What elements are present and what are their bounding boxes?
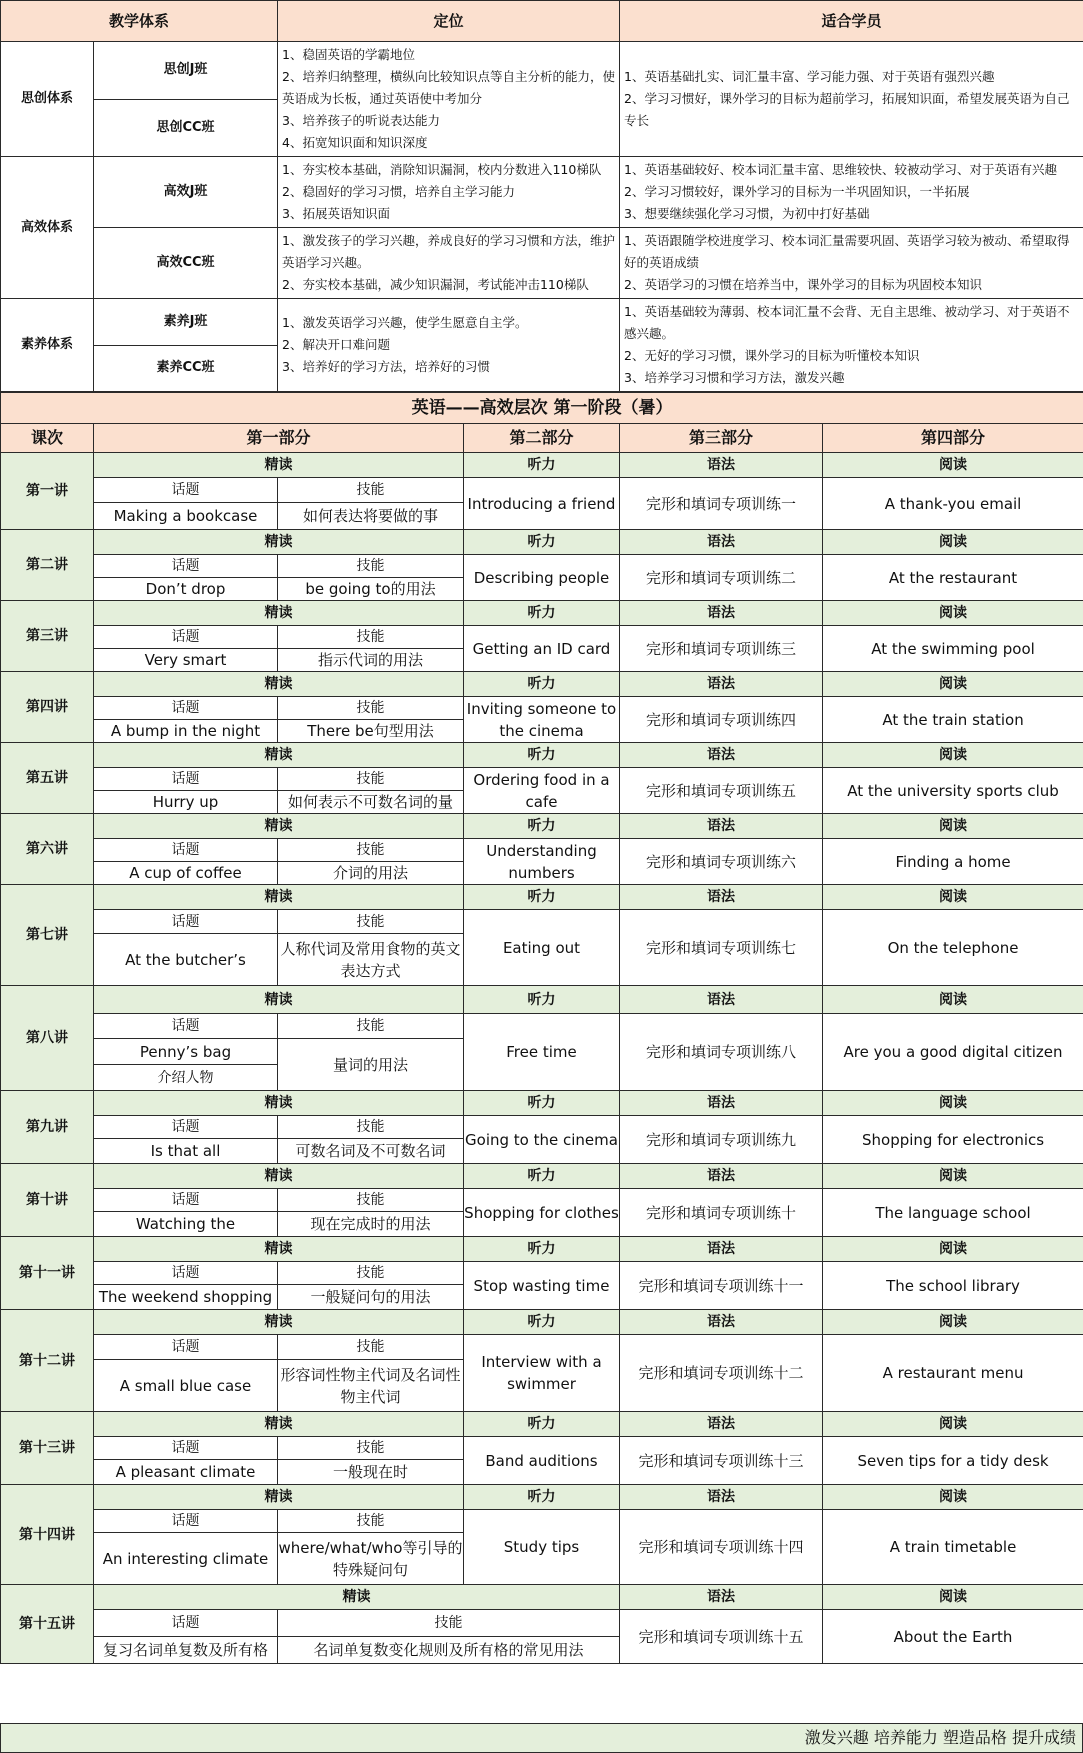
reading-topic: Finding a home	[823, 839, 1083, 885]
sub-topic-label: 话题	[94, 1437, 278, 1460]
lesson-name: 第二讲	[1, 530, 94, 601]
section-listening: 听力	[464, 1310, 620, 1335]
section-listening: 听力	[464, 1485, 620, 1510]
lesson-section-row	[1, 885, 1083, 910]
positioning-line: 1、稳固英语的学霸地位	[282, 47, 415, 62]
section-grammar: 语法	[620, 1485, 823, 1510]
positioning-line: 2、夯实校本基础，减少知识漏洞，考试能冲击110梯队	[282, 277, 589, 292]
lesson-section-row	[1, 743, 1083, 768]
reading-topic: A restaurant menu	[823, 1335, 1083, 1412]
grammar-topic: 完形和填词专项训练八	[620, 1014, 823, 1091]
reading-topic-text: At the butcher’s	[94, 934, 278, 986]
reading-skill-text: 名词单复数变化规则及所有格的常见用法	[278, 1637, 620, 1664]
sub-topic-label: 话题	[94, 839, 278, 862]
section-listening: 听力	[464, 1164, 620, 1189]
lesson-name: 第十二讲	[1, 1310, 94, 1412]
sub-topic-label: 话题	[94, 768, 278, 791]
listening-topic: Study tips	[464, 1510, 620, 1585]
section-listening: 听力	[464, 1412, 620, 1437]
listening-topic: Shopping for clothes	[464, 1189, 620, 1237]
lesson-section-row	[1, 814, 1083, 839]
grammar-topic: 完形和填词专项训练十四	[620, 1510, 823, 1585]
system-name: 素养体系	[1, 299, 94, 392]
positioning-line: 3、培养孩子的听说表达能力	[282, 113, 440, 128]
lesson-sublabel-row	[1, 910, 1083, 934]
reading-topic-text: The weekend shopping	[94, 1285, 278, 1310]
lesson-section-row	[1, 1485, 1083, 1510]
section-reading2: 阅读	[823, 1585, 1083, 1610]
positioning-line: 1、夯实校本基础，消除知识漏洞，校内分数进入110梯队	[282, 162, 602, 177]
reading-skill-text: be going to的用法	[278, 578, 464, 601]
listening-topic: Introducing a friend	[464, 478, 620, 530]
section-grammar: 语法	[620, 1164, 823, 1189]
section-reading2: 阅读	[823, 1237, 1083, 1262]
reading-topic-text: Making a bookcase	[94, 503, 278, 530]
students-line: 3、培养学习习惯和学习方法，激发兴趣	[624, 370, 845, 385]
lesson-sublabel-row	[1, 1189, 1083, 1212]
lesson-section-row	[1, 1091, 1083, 1116]
lesson-section-row	[1, 1310, 1083, 1335]
header-part1: 第一部分	[94, 424, 464, 453]
system-name: 思创体系	[1, 42, 94, 157]
reading-skill-text: 人称代词及常用食物的英文表达方式	[278, 934, 464, 986]
reading-topic-text: Very smart	[94, 649, 278, 672]
positioning-cell	[278, 42, 620, 157]
sub-skill-label: 技能	[278, 1610, 620, 1637]
reading-topic: At the train station	[823, 697, 1083, 743]
reading-skill-text: There be句型用法	[278, 720, 464, 743]
section-reading2: 阅读	[823, 1091, 1083, 1116]
class-name: 素养CC班	[94, 345, 278, 392]
section-listening: 听力	[464, 453, 620, 478]
sub-topic-label: 话题	[94, 626, 278, 649]
system-row	[1, 157, 1083, 228]
section-reading2: 阅读	[823, 1412, 1083, 1437]
lesson-sublabel-row	[1, 839, 1083, 862]
reading-topic-text: 复习名词单复数及所有格	[94, 1637, 278, 1664]
reading-topic-text: Hurry up	[94, 791, 278, 814]
lesson-name: 第一讲	[1, 453, 94, 530]
reading-topic: At the restaurant	[823, 555, 1083, 601]
listening-topic: Stop wasting time	[464, 1262, 620, 1310]
reading-topic: At the swimming pool	[823, 626, 1083, 672]
lesson-name: 第七讲	[1, 885, 94, 986]
grammar-topic: 完形和填词专项训练七	[620, 910, 823, 986]
system-table	[0, 0, 1083, 392]
section-reading: 精读	[94, 1091, 464, 1116]
header-positioning: 定位	[278, 1, 620, 42]
section-reading: 精读	[94, 672, 464, 697]
listening-topic: Describing people	[464, 555, 620, 601]
system-row	[1, 299, 1083, 346]
section-grammar: 语法	[620, 1310, 823, 1335]
reading-skill-text: 形容词性物主代词及名词性物主代词	[278, 1360, 464, 1412]
reading-topic-text: Don’t drop	[94, 578, 278, 601]
header-part3: 第三部分	[620, 424, 823, 453]
positioning-line: 1、激发孩子的学习兴趣，养成良好的学习习惯和方法，维护英语学习兴趣。	[282, 233, 615, 270]
section-reading2: 阅读	[823, 672, 1083, 697]
positioning-line: 2、解决开口难问题	[282, 337, 390, 352]
reading-topic: About the Earth	[823, 1610, 1083, 1664]
reading-skill-text: 如何表示不可数名词的量	[278, 791, 464, 814]
sub-skill-label: 技能	[278, 1014, 464, 1039]
lesson-name: 第五讲	[1, 743, 94, 814]
section-listening: 听力	[464, 743, 620, 768]
listening-topic: Band auditions	[464, 1437, 620, 1485]
lesson-section-row	[1, 986, 1083, 1014]
reading-skill-text: 量词的用法	[278, 1039, 464, 1091]
lesson-name: 第十一讲	[1, 1237, 94, 1310]
listening-topic: Free time	[464, 1014, 620, 1091]
lesson-sublabel-row	[1, 1014, 1083, 1039]
lesson-sublabel-row	[1, 1510, 1083, 1533]
grammar-topic: 完形和填词专项训练十五	[620, 1610, 823, 1664]
sub-skill-label: 技能	[278, 1510, 464, 1533]
sub-topic-label: 话题	[94, 1014, 278, 1039]
section-grammar: 语法	[620, 1412, 823, 1437]
lesson-name: 第九讲	[1, 1091, 94, 1164]
section-grammar: 语法	[620, 601, 823, 626]
section-reading: 精读	[94, 814, 464, 839]
listening-topic: Inviting someone to the cinema	[464, 697, 620, 743]
lesson-sublabel-row	[1, 1262, 1083, 1285]
section-listening: 听力	[464, 672, 620, 697]
sub-skill-label: 技能	[278, 1335, 464, 1360]
reading-topic-text: A bump in the night	[94, 720, 278, 743]
lesson-sublabel-row	[1, 478, 1083, 503]
sub-skill-label: 技能	[278, 697, 464, 720]
positioning-line: 3、拓展英语知识面	[282, 206, 390, 221]
section-grammar: 语法	[620, 1585, 823, 1610]
section-reading: 精读	[94, 1412, 464, 1437]
sub-topic-label: 话题	[94, 478, 278, 503]
students-cell	[620, 157, 1083, 228]
class-name: 高效J班	[94, 157, 278, 228]
reading-skill-text: 如何表达将要做的事	[278, 503, 464, 530]
lesson-section-row	[1, 1164, 1083, 1189]
section-reading2: 阅读	[823, 1164, 1083, 1189]
reading-topic-text: Watching the	[94, 1212, 278, 1237]
section-reading: 精读	[94, 1310, 464, 1335]
section-reading: 精读	[94, 1237, 464, 1262]
reading-topic: On the telephone	[823, 910, 1083, 986]
students-line: 2、学习习惯好，课外学习的目标为超前学习，拓展知识面，希望发展英语为自己专长	[624, 91, 1070, 128]
section-listening: 听力	[464, 1237, 620, 1262]
sub-skill-label: 技能	[278, 478, 464, 503]
lesson-sublabel-row	[1, 1116, 1083, 1139]
header-lesson: 课次	[1, 424, 94, 453]
section-grammar: 语法	[620, 885, 823, 910]
section-reading2: 阅读	[823, 1485, 1083, 1510]
reading-topic: A train timetable	[823, 1510, 1083, 1585]
sub-topic-label: 话题	[94, 1510, 278, 1533]
positioning-line: 3、培养好的学习方法，培养好的习惯	[282, 359, 490, 374]
grammar-topic: 完形和填词专项训练十二	[620, 1335, 823, 1412]
section-reading2: 阅读	[823, 986, 1083, 1014]
section-grammar: 语法	[620, 986, 823, 1014]
reading-skill-text: 介词的用法	[278, 862, 464, 885]
lesson-name: 第三讲	[1, 601, 94, 672]
positioning-cell	[278, 228, 620, 299]
section-grammar: 语法	[620, 1237, 823, 1262]
lesson-name: 第十三讲	[1, 1412, 94, 1485]
reading-skill-text: 一般现在时	[278, 1460, 464, 1485]
section-reading: 精读	[94, 1164, 464, 1189]
sub-skill-label: 技能	[278, 1437, 464, 1460]
header-part4: 第四部分	[823, 424, 1083, 453]
reading-topic-text: A pleasant climate	[94, 1460, 278, 1485]
lesson-name: 第十四讲	[1, 1485, 94, 1585]
section-listening: 听力	[464, 814, 620, 839]
system-header-row	[1, 1, 1083, 42]
section-reading: 精读	[94, 1585, 620, 1610]
lesson-name: 第八讲	[1, 986, 94, 1091]
positioning-cell	[278, 157, 620, 228]
curriculum-title: 英语——高效层次 第一阶段（暑）	[1, 393, 1083, 424]
class-name: 思创CC班	[94, 99, 278, 157]
lesson-name: 第四讲	[1, 672, 94, 743]
students-line: 3、想要继续强化学习习惯，为初中打好基础	[624, 206, 870, 221]
listening-topic: Understanding numbers	[464, 839, 620, 885]
header-system: 教学体系	[1, 1, 278, 42]
lesson-section-row	[1, 601, 1083, 626]
section-listening: 听力	[464, 1091, 620, 1116]
grammar-topic: 完形和填词专项训练一	[620, 478, 823, 530]
curriculum-table	[0, 392, 1083, 1664]
reading-topic: A thank-you email	[823, 478, 1083, 530]
students-cell	[620, 299, 1083, 392]
sub-skill-label: 技能	[278, 1116, 464, 1139]
sub-skill-label: 技能	[278, 626, 464, 649]
students-cell	[620, 228, 1083, 299]
reading-skill-text: 现在完成时的用法	[278, 1212, 464, 1237]
grammar-topic: 完形和填词专项训练十	[620, 1189, 823, 1237]
section-grammar: 语法	[620, 743, 823, 768]
grammar-topic: 完形和填词专项训练六	[620, 839, 823, 885]
positioning-line: 1、激发英语学习兴趣，使学生愿意自主学。	[282, 315, 528, 330]
section-reading2: 阅读	[823, 530, 1083, 555]
section-grammar: 语法	[620, 1091, 823, 1116]
sub-skill-label: 技能	[278, 910, 464, 934]
reading-topic: The school library	[823, 1262, 1083, 1310]
grammar-topic: 完形和填词专项训练十三	[620, 1437, 823, 1485]
lesson-section-row	[1, 1237, 1083, 1262]
section-reading: 精读	[94, 986, 464, 1014]
reading-topic-text-2: 介绍人物	[94, 1065, 278, 1091]
sub-topic-label: 话题	[94, 1116, 278, 1139]
section-listening: 听力	[464, 986, 620, 1014]
grammar-topic: 完形和填词专项训练三	[620, 626, 823, 672]
reading-skill-text: where/what/who等引导的特殊疑问句	[278, 1533, 464, 1585]
students-line: 2、无好的学习习惯，课外学习的目标为听懂校本知识	[624, 348, 920, 363]
section-listening: 听力	[464, 885, 620, 910]
reading-topic-text: Is that all	[94, 1139, 278, 1164]
lesson-sublabel-row	[1, 1610, 1083, 1637]
section-reading: 精读	[94, 453, 464, 478]
section-reading2: 阅读	[823, 453, 1083, 478]
students-cell	[620, 42, 1083, 157]
lesson-sublabel-row	[1, 1335, 1083, 1360]
students-line: 2、英语学习的习惯在培养当中，课外学习的目标为巩固校本知识	[624, 277, 982, 292]
lesson-sublabel-row	[1, 626, 1083, 649]
section-reading2: 阅读	[823, 1310, 1083, 1335]
section-grammar: 语法	[620, 672, 823, 697]
lesson-section-row	[1, 672, 1083, 697]
positioning-line: 4、拓宽知识面和知识深度	[282, 135, 428, 150]
sub-topic-label: 话题	[94, 555, 278, 578]
section-reading: 精读	[94, 530, 464, 555]
section-reading: 精读	[94, 885, 464, 910]
section-listening: 听力	[464, 601, 620, 626]
sub-skill-label: 技能	[278, 555, 464, 578]
sub-skill-label: 技能	[278, 1189, 464, 1212]
lesson-section-row	[1, 453, 1083, 478]
listening-topic: Interview with a swimmer	[464, 1335, 620, 1412]
lesson-sublabel-row	[1, 1437, 1083, 1460]
students-line: 1、英语跟随学校进度学习、校本词汇量需要巩固、英语学习较为被动、希望取得好的英语成绩	[624, 233, 1070, 270]
reading-topic-text: A small blue case	[94, 1360, 278, 1412]
section-grammar: 语法	[620, 530, 823, 555]
lesson-section-row	[1, 1412, 1083, 1437]
sub-topic-label: 话题	[94, 1189, 278, 1212]
grammar-topic: 完形和填词专项训练二	[620, 555, 823, 601]
positioning-cell	[278, 299, 620, 392]
reading-topic: Shopping for electronics	[823, 1116, 1083, 1164]
curriculum-header-row	[1, 424, 1083, 453]
sub-skill-label: 技能	[278, 768, 464, 791]
grammar-topic: 完形和填词专项训练十一	[620, 1262, 823, 1310]
section-reading2: 阅读	[823, 885, 1083, 910]
system-row	[1, 228, 1083, 299]
section-listening: 听力	[464, 530, 620, 555]
lesson-name: 第六讲	[1, 814, 94, 885]
reading-skill-text: 可数名词及不可数名词	[278, 1139, 464, 1164]
lesson-name: 第十讲	[1, 1164, 94, 1237]
sub-topic-label: 话题	[94, 697, 278, 720]
sub-topic-label: 话题	[94, 1610, 278, 1637]
section-grammar: 语法	[620, 453, 823, 478]
reading-skill-text: 一般疑问句的用法	[278, 1285, 464, 1310]
header-part2: 第二部分	[464, 424, 620, 453]
section-reading2: 阅读	[823, 601, 1083, 626]
sub-skill-label: 技能	[278, 839, 464, 862]
reading-topic: The language school	[823, 1189, 1083, 1237]
section-reading2: 阅读	[823, 814, 1083, 839]
lesson-section-row	[1, 1585, 1083, 1610]
listening-topic: Going to the cinema	[464, 1116, 620, 1164]
section-reading: 精读	[94, 743, 464, 768]
sub-topic-label: 话题	[94, 910, 278, 934]
reading-topic: At the university sports club	[823, 768, 1083, 814]
listening-topic: Eating out	[464, 910, 620, 986]
lesson-section-row	[1, 530, 1083, 555]
students-line: 1、英语基础扎实、词汇量丰富、学习能力强、对于英语有强烈兴趣	[624, 69, 995, 84]
sub-skill-label: 技能	[278, 1262, 464, 1285]
system-name: 高效体系	[1, 157, 94, 299]
lesson-sublabel-row	[1, 768, 1083, 791]
positioning-line: 2、培养归纳整理，横纵向比较知识点等自主分析的能力，使英语成为长板，通过英语使中考加分	[282, 69, 615, 106]
class-name: 高效CC班	[94, 228, 278, 299]
reading-topic-text: Penny’s bag	[94, 1039, 278, 1065]
lesson-sublabel-row	[1, 697, 1083, 720]
reading-skill-text: 指示代词的用法	[278, 649, 464, 672]
section-grammar: 语法	[620, 814, 823, 839]
class-name: 思创J班	[94, 42, 278, 100]
students-line: 1、英语基础较好、校本词汇量丰富、思维较快、较被动学习、对于英语有兴趣	[624, 162, 1057, 177]
grammar-topic: 完形和填词专项训练四	[620, 697, 823, 743]
section-reading: 精读	[94, 601, 464, 626]
students-line: 1、英语基础较为薄弱、校本词汇量不会背、无自主思维、被动学习、对于英语不感兴趣。	[624, 304, 1070, 341]
reading-topic-text: A cup of coffee	[94, 862, 278, 885]
lesson-name: 第十五讲	[1, 1585, 94, 1664]
grammar-topic: 完形和填词专项训练九	[620, 1116, 823, 1164]
sub-topic-label: 话题	[94, 1262, 278, 1285]
lesson-sublabel-row	[1, 555, 1083, 578]
grammar-topic: 完形和填词专项训练五	[620, 768, 823, 814]
students-line: 2、学习习惯较好，课外学习的目标为一半巩固知识，一半拓展	[624, 184, 970, 199]
sub-topic-label: 话题	[94, 1335, 278, 1360]
section-reading: 精读	[94, 1485, 464, 1510]
reading-topic: Are you a good digital citizen	[823, 1014, 1083, 1091]
listening-topic: Ordering food in a cafe	[464, 768, 620, 814]
reading-topic-text: An interesting climate	[94, 1533, 278, 1585]
section-reading2: 阅读	[823, 743, 1083, 768]
header-students: 适合学员	[620, 1, 1083, 42]
class-name: 素养J班	[94, 299, 278, 346]
reading-topic: Seven tips for a tidy desk	[823, 1437, 1083, 1485]
curriculum-title-row	[1, 393, 1083, 424]
footer-slogan: 激发兴趣 培养能力 塑造品格 提升成绩	[0, 1723, 1083, 1753]
positioning-line: 2、稳固好的学习习惯，培养自主学习能力	[282, 184, 515, 199]
listening-topic: Getting an ID card	[464, 626, 620, 672]
system-row	[1, 42, 1083, 100]
